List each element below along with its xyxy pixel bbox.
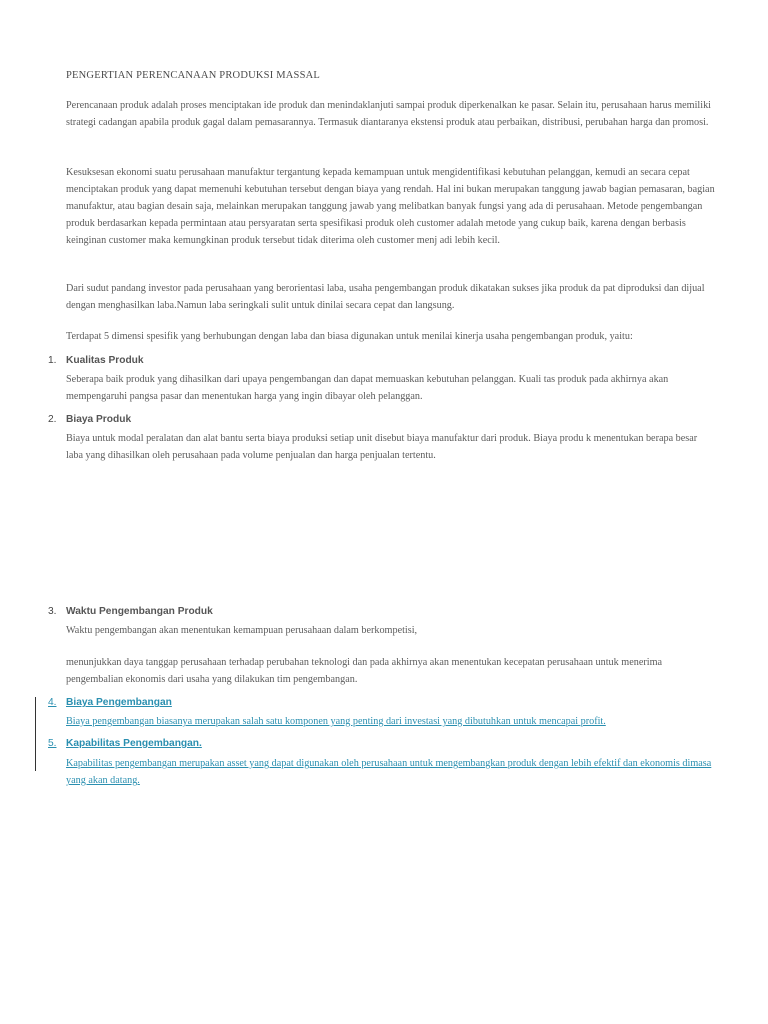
document-title: PENGERTIAN PERENCANAAN PRODUKSI MASSAL xyxy=(66,70,321,81)
list-item-heading: Waktu Pengembangan Produk xyxy=(66,606,213,617)
list-item-text-continued: menunjukkan daya tanggap perusahaan terhadap perubahan teknologi dan pada akhirnya akan menentukan kecepatan perusahaan untuk menerima pengembalian ekonomis dari usaha yang dilakukan tim pengembangan. xyxy=(66,657,663,685)
revision-bar xyxy=(35,697,36,771)
list-item-heading: Kualitas Produk xyxy=(66,355,144,366)
paragraph-3: Dari sudut pandang investor pada perusahaan yang berorientasi laba, usaha pengembangan produk dikatakan sukses jika produk da pat diproduksi dan dijual dengan menghasilkan laba.Namun laba seringkali sulit untuk dinilai secara cepat dan langsung. xyxy=(66,283,705,311)
paragraph-1: Perencanaan produk adalah proses menciptakan ide produk dan menindaklanjuti sampai produk diperkenalkan ke pasar. Selain itu, perusahaan harus memiliki strategi cadangan apabila produk gagal dalam pemasarannya. Termasuk diantaranya ekstensi produk atau perbaikan, distribusi, perubahan harga dan promosi. xyxy=(66,100,712,128)
list-item-heading-link[interactable]: Kapabilitas Pengembangan. xyxy=(66,738,202,749)
list-item-text-link[interactable]: Biaya pengembangan biasanya merupakan salah satu komponen yang penting dari investasi yang dibutuhkan untuk mencapai profit. xyxy=(66,716,606,727)
list-item-text-link[interactable]: Kapabilitas pengembangan merupakan asset yang dapat digunakan oleh perusahaan untuk mengembangkan produk dengan lebih efektif dan ekonomis dimasa yang akan datang. xyxy=(66,758,712,786)
list-item-number: 1. xyxy=(48,355,57,366)
list-item-text: Waktu pengembangan akan menentukan kemampuan perusahaan dalam berkompetisi, xyxy=(66,625,418,636)
list-item-number: 3. xyxy=(48,606,57,617)
list-item-text: Biaya untuk modal peralatan dan alat bantu serta biaya produksi setiap unit disebut biaya manufaktur dari produk. Biaya produ k menentukan berapa besar laba yang dihasilkan oleh perusahaan pada volume penjualan dan harga penjualan tertentu. xyxy=(66,433,698,461)
list-item-heading-link[interactable]: Biaya Pengembangan xyxy=(66,697,172,708)
list-item-heading: Biaya Produk xyxy=(66,414,132,425)
list-item-number: 4. xyxy=(48,697,57,708)
list-item-number: 5. xyxy=(48,738,57,749)
paragraph-2: Kesuksesan ekonomi suatu perusahaan manufaktur tergantung kepada kemampuan untuk mengidentifikasi kebutuhan pelanggan, kemudi an secara cepat menciptakan produk yang dapat memenuhi kebutuhan tersebut dengan biaya yang rendah. Hal ini bukan merupakan tanggung jawab bagian pemasaran, bagian manufaktur, atau bagian desain saja, melainkan merupakan tanggung jawab yang melibatkan banyak fungsi yang ada di perusahaan. Metode pengembangan produk berdasarkan kepada permintaan atau persyaratan serta spesifikasi produk oleh customer adalah metode yang cukup baik, karena dengan berbasis keinginan customer maka kemungkinan produk tersebut tidak diterima oleh customer menj adi lebih kecil. xyxy=(66,167,715,246)
list-item-number: 2. xyxy=(48,414,57,425)
list-item-text: Seberapa baik produk yang dihasilkan dari upaya pengembangan dan dapat memuaskan kebutuhan pelanggan. Kuali tas produk pada akhirnya akan mempengaruhi pangsa pasar dan menentukan harga yang ingin dibayar oleh pelanggan. xyxy=(66,374,669,402)
paragraph-4: Terdapat 5 dimensi spesifik yang berhubungan dengan laba dan biasa digunakan untuk menilai kinerja usaha pengembangan produk, yaitu: xyxy=(66,331,633,342)
